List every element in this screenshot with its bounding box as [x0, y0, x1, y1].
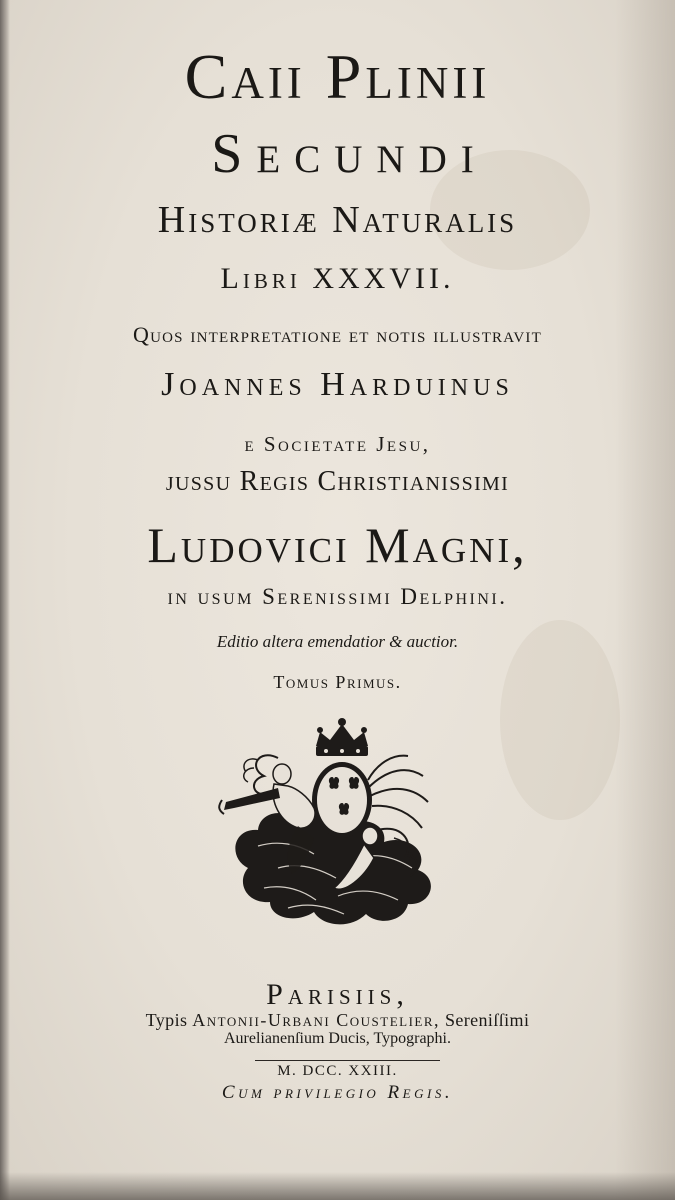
title-books-line: Libri XXXVII.	[220, 262, 455, 295]
title-society-line: e Societate Jesu,	[244, 432, 431, 456]
title-editor-line: Joannes Harduinus	[161, 366, 514, 403]
imprint-privilege: Cum privilegio Regis.	[221, 1082, 454, 1103]
imprint-printer-name: Antonii-Urbani Coustelier,	[192, 1010, 441, 1030]
page-bottom-shadow	[0, 1172, 675, 1200]
title-secundi-line: Secundi	[211, 123, 488, 185]
volume-label: Tomus Primus.	[273, 672, 402, 692]
imprint-typis-prefix: Typis	[145, 1010, 188, 1030]
title-quos-line: Quos interpretatione et notis illustravit	[133, 322, 542, 347]
edition-note: Editio altera emendatior & auctior.	[216, 632, 459, 651]
title-delphini-line: in usum Serenissimi Delphini.	[167, 584, 508, 609]
imprint-typis-suffix: Sereniſſimi	[444, 1010, 530, 1030]
imprint-printer-line	[0, 1010, 675, 1031]
title-work-line: Historiæ Naturalis	[157, 199, 518, 241]
title-king-line: Ludovici Magni,	[147, 517, 528, 573]
title-author-line: Caii Plinii	[184, 41, 491, 112]
imprint-date: M. DCC. XXIII.	[277, 1063, 398, 1079]
imprint-duke-line: Aurelianenſium Ducis, Typographi.	[224, 1030, 451, 1047]
title-jussu-line: jussu Regis Christianissimi	[165, 466, 510, 497]
royal-arms-vignette-icon	[218, 718, 458, 933]
imprint-divider	[255, 1060, 440, 1061]
imprint-city: Parisiis,	[266, 978, 409, 1011]
